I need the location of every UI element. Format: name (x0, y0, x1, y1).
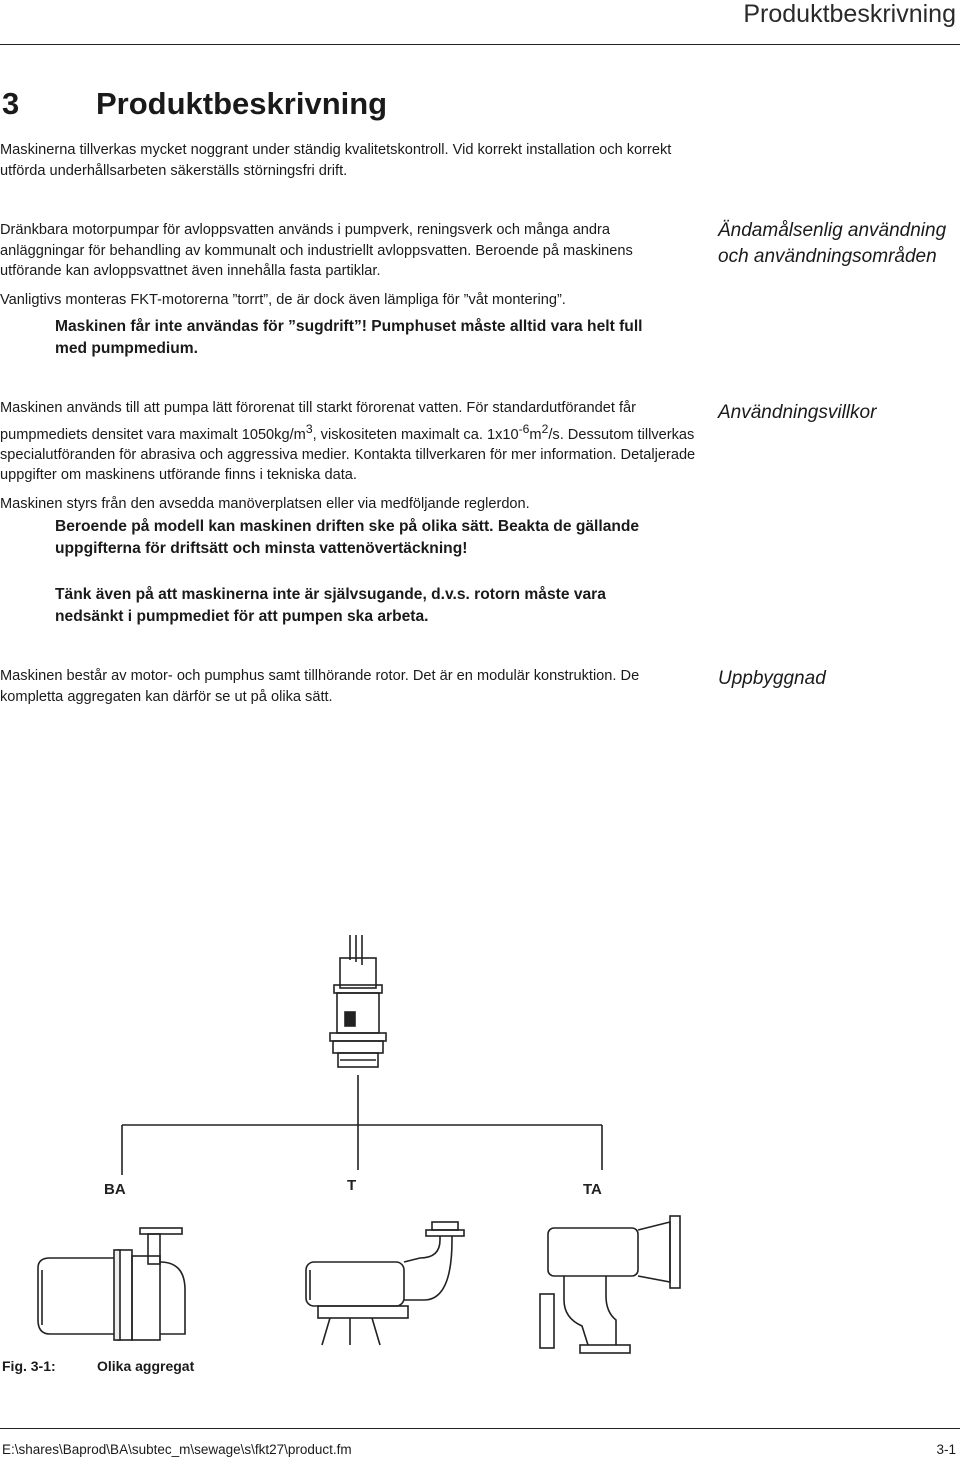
pump-unit-ta-drawing (540, 1216, 680, 1353)
section-usage-body (0, 220, 698, 310)
conditions-text-b: , viskositeten maximalt ca. 1x10 (312, 426, 519, 443)
chapter-title (2, 86, 387, 122)
conditions-paragraph-2: Maskinen styrs från den avsedda manöverplatsen eller via medföljande reglerdon. (0, 495, 530, 512)
intro-text: Maskinerna tillverkas mycket noggrant under ständig kvalitetskontroll. Vid korrekt installation och korrekt utförda underhållsarbeten säkerställs störningsfri drift. (0, 142, 672, 179)
figure-label-t: T (347, 1177, 357, 1194)
section-construction-body (0, 666, 698, 707)
footer-divider (0, 1428, 960, 1429)
header-divider (0, 44, 960, 45)
usage-warning-note: Maskinen får inte användas för ”sugdrift”! Pumphuset måste alltid vara helt full med pumpmedium. (55, 318, 643, 357)
figure-label-ta: TA (583, 1181, 602, 1198)
conditions-text-a: Maskinen används till att pumpa lätt förorenat till starkt förorenat vatten. För standardutförandet får pumpmediets densitet vara maximalt 1050kg/m (0, 400, 636, 443)
side-heading-usage: Ändamålsenlig användning och användningsområden (718, 220, 947, 267)
side-heading-construction: Uppbyggnad (718, 668, 826, 689)
chapter-number: 3 (2, 86, 20, 121)
side-heading-conditions: Användningsvillkor (718, 402, 877, 423)
figure-caption-text: Olika aggregat (97, 1358, 195, 1374)
construction-paragraph: Maskinen består av motor- och pumphus samt tillhörande rotor. Det är en modulär konstruktion. De kompletta aggregaten kan därför se ut på olika sätt. (0, 668, 640, 705)
figure-pump-units (0, 920, 960, 1365)
conditions-note-2: Tänk även på att maskinerna inte är självsugande, d.v.s. rotorn måste vara nedsänkt i pumpmediet för att pumpen ska arbeta. (55, 586, 606, 625)
sup-exponent: -6 (518, 421, 530, 436)
pump-unit-t-drawing (306, 1222, 464, 1345)
running-header: Produktbeskrivning (743, 0, 956, 28)
usage-paragraph-1: Dränkbara motorpumpar för avloppsvatten används i pumpverk, reningsverk och många andra anläggningar för behandling av kommunalt och industriellt avloppsvatten. Beroende på maskinens utförande kan avloppsvattnet även innehålla fasta partiklar. (0, 222, 633, 279)
conditions-paragraph-1 (0, 398, 698, 486)
section-conditions-body (0, 398, 698, 514)
chapter-heading: Produktbeskrivning (96, 86, 388, 121)
intro-paragraph (0, 140, 698, 181)
sup-cubed: 3 (305, 421, 313, 436)
usage-paragraph-2: Vanligtivs monteras FKT-motorerna ”torrt”, de är dock även lämpliga för ”våt montering”. (0, 291, 566, 308)
figure-number: Fig. 3-1: (2, 1358, 56, 1374)
conditions-note-1: Beroende på modell kan maskinen driften ske på olika sätt. Beakta de gällande uppgifterna för driftsätt och minsta vattenövertäckning! (55, 518, 640, 557)
figure-caption (2, 1358, 194, 1374)
conditions-text-d: /s. Dessutom tillverkas specialutföranden för abrasiva och aggressiva medier. Kontakta tillverkaren för mer information. Detaljerade uppgifter om maskinens utförande finns i tekniska data. (0, 426, 696, 484)
submersible-pump-drawing (330, 935, 386, 1067)
pump-unit-ba-drawing (38, 1228, 185, 1340)
page-number: 3-1 (936, 1442, 956, 1457)
sup-squared: 2 (541, 421, 549, 436)
conditions-text-c: m (529, 426, 542, 443)
figure-label-ba: BA (104, 1181, 126, 1198)
footer-file-path: E:\shares\Baprod\BA\subtec_m\sewage\s\fkt27\product.fm (2, 1442, 352, 1457)
